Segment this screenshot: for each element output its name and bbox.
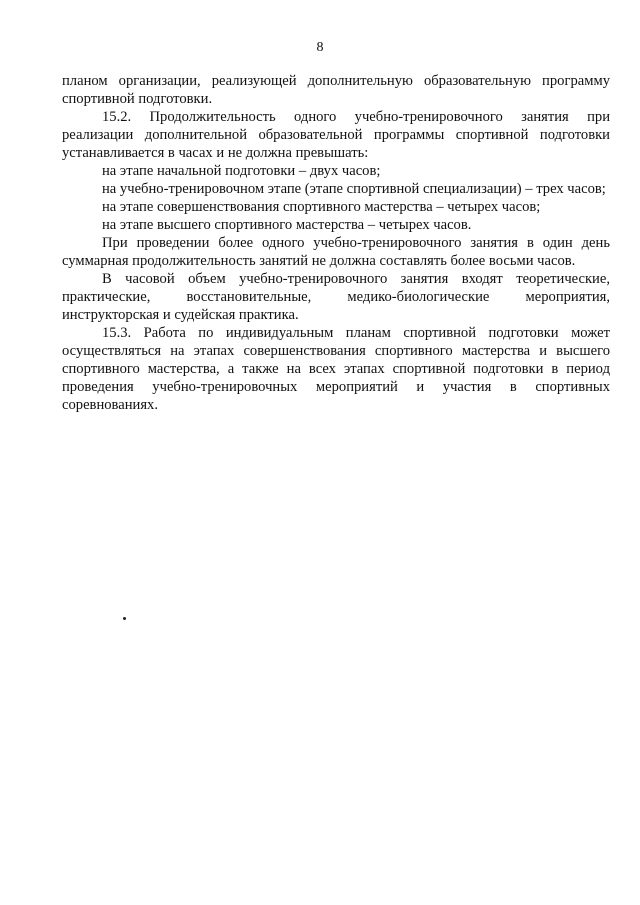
scan-speck [123, 617, 126, 620]
paragraph: на этапе начальной подготовки – двух часов; [102, 163, 381, 179]
paragraph: В часовой объем учебно-тренировочного занятия входят теоретические, практические, восстановительные, медико-биологические мероприятия, инструкторская и судейская практика. [62, 271, 610, 323]
paragraph: на этапе совершенствования спортивного мастерства – четырех часов; [102, 199, 541, 215]
paragraph: 15.2. Продолжительность одного учебно-тренировочного занятия при реализации дополнительной образовательной программы спортивной подготовки устанавливается в часах и не должна превышать: [62, 109, 610, 161]
paragraph: При проведении более одного учебно-тренировочного занятия в один день суммарная продолжительность занятий не должна составлять более восьми часов. [62, 235, 610, 269]
page-number: 8 [316, 40, 324, 55]
paragraph: 15.3. Работа по индивидуальным планам спортивной подготовки может осуществляться на этапах совершенствования спортивного мастерства и высшего спортивного мастерства, а также на всех этапах спортивной подготовки в период проведения учебно-тренировочных мероприятий и участия в спортивных соревнованиях. [62, 325, 610, 413]
paragraph: на этапе высшего спортивного мастерства – четырех часов. [102, 217, 472, 233]
paragraph: на учебно-тренировочном этапе (этапе спортивной специализации) – трех часов; [102, 181, 606, 197]
document-body [62, 72, 610, 414]
paragraph: планом организации, реализующей дополнительную образовательную программу спортивной подготовки. [62, 73, 610, 107]
